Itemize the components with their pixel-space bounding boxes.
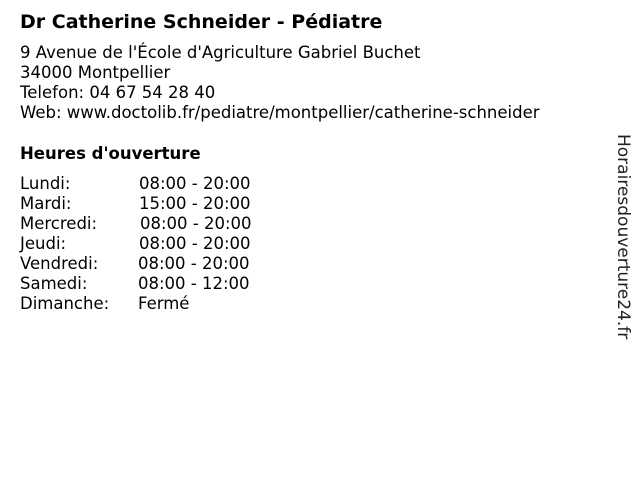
day-label: Vendredi:	[20, 254, 99, 273]
opening-hours-heading: Heures d'ouverture	[20, 144, 201, 163]
page-title: Dr Catherine Schneider - Pédiatre	[20, 11, 383, 33]
website-line: Web: www.doctolib.fr/pediatre/montpellier/catherine-schneider	[20, 103, 540, 122]
contact-block	[20, 43, 540, 123]
street-address: 9 Avenue de l'École d'Agriculture Gabriel Buchet	[20, 43, 421, 62]
time-range: 08:00 - 20:00	[138, 254, 250, 273]
day-label: Mercredi:	[20, 214, 98, 233]
phone-line: Telefon: 04 67 54 28 40	[20, 83, 216, 102]
time-range: 08:00 - 20:00	[140, 214, 252, 233]
time-range: Fermé	[138, 294, 190, 313]
day-label: Samedi:	[20, 274, 88, 293]
day-label: Dimanche:	[20, 294, 110, 313]
watermark	[612, 134, 634, 374]
watermark-text: Horairesdouverture24.fr	[613, 134, 633, 340]
time-range: 08:00 - 12:00	[138, 274, 250, 293]
city-address: 34000 Montpellier	[20, 63, 171, 82]
time-range: 08:00 - 20:00	[139, 234, 251, 253]
time-range: 15:00 - 20:00	[139, 194, 251, 213]
day-label: Mardi:	[20, 194, 72, 213]
day-label: Jeudi:	[20, 234, 67, 253]
time-range: 08:00 - 20:00	[139, 174, 251, 193]
day-label: Lundi:	[20, 174, 71, 193]
